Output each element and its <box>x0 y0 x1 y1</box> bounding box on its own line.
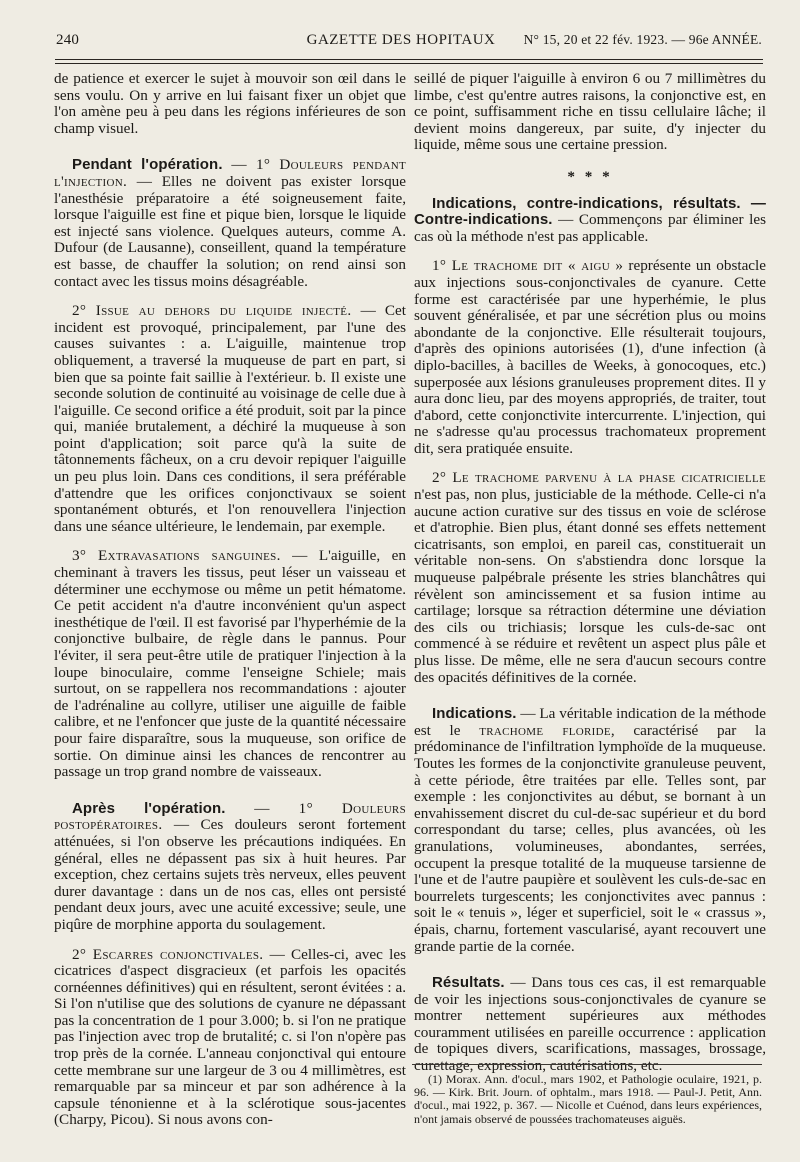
section-heading: Indications. <box>432 705 517 723</box>
left-column <box>54 71 406 1129</box>
paragraph: Pendant l'opération. — 1° Douleurs pendant l'injection. — Elles ne doivent pas exister lorsque l'anesthésie préparatoire a été soigneusement faite, lorsque l'aiguille est fine et pique bien, lorsque le liquide est injecté sans violence. Quelques auteurs, comme A. Dufour (de Lausanne), conseillent, quand la température est basse, de chauffer la solution; on rend ainsi son contact avec les tissus moins désagréable. <box>54 156 407 290</box>
subheading: — 1° Douleurs pendant l'injection. <box>54 156 407 190</box>
section-separator: * * * <box>567 167 613 185</box>
section-heading: Après l'opération. <box>72 799 226 817</box>
paragraph: Après l'opération. — 1° Douleurs postopératoires. — Ces douleurs seront fortement atténuées, si l'on observe les précautions indiquées. En général, elles ne dépassent pas six à huit heures. Par exception, chez certains sujets très nerveux, elles peuvent durer davantage : dans un de nos cas, elles ont persisté pendant deux jours, avec une acuité excessive; seule, une piqûre de morphine apporta du soulagement. <box>54 799 406 933</box>
paragraph: 2° Le trachome parvenu à la phase cicatricielle n'est pas, non plus, justiciable de la méthode. Celle-ci n'a aucune action curative sur des tissus en voie de sclérose et d'atrophie. Bien plus, étant donné ses effets nettement cicatrisants, son emploi, en pareil cas, constituerait un véritable non-sens. On s'abstiendra donc lorsque la muqueuse palpébrale présente les stries blanchâtres qui révèlent son amincissement et sa fusion intime au cartilage; lorsque sa rétraction détermine une déviation des cils ou trichiasis; lorsque les culs-de-sac ont commencé à se réduire et revêtent un aspect plus pâle et plus lisse. De même, elle ne sera d'aucun secours contre des opacités définitives de la cornée. <box>414 469 766 686</box>
subheading: 3° Extravasations sanguines. <box>72 547 281 565</box>
paragraph: Indications, contre-indications, résultats. — Contre-indications. — Commençons par éliminer les cas où la méthode n'est pas applicable. <box>414 194 766 245</box>
paragraph: seillé de piquer l'aiguille à environ 6 ou 7 millimètres du limbe, c'est qu'entre autres raisons, la conjonctive est, en ce point, suffisamment riche en tissu cellulaire lâche; il devient moins dangereux, par suite, d'y injecter du liquide, même sous une certaine pression. <box>414 70 766 154</box>
paragraph: 3° Extravasations sanguines. — L'aiguille, en cheminant à travers les tissus, peut léser un vaisseau et déterminer une ecchymose ou même un petit hématome. Ce petit accident n'a d'autre inconvénient qu'un aspect inesthétique de l'œil. Il est favorisé par l'hyperhémie de la conjonctive bulbaire, de règle dans le pannus. Pour l'éviter, il sera peut-être utile de pratiquer l'injection à la loupe binoculaire, comme l'enseigne Schiele; mais surtout, on se rappellera nos recommandations : ajouter de l'adrénaline au collyre, utiliser une aiguille de faible calibre, et ne l'enfoncer que juste de la quantité nécessaire pour faire disparaître, sous la muqueuse, son orifice de sortie. On diminue ainsi les chances de rencontrer au passage un trop grand nombre de vaisseaux. <box>54 547 406 781</box>
page-header <box>40 32 762 52</box>
paragraph: Résultats. — Dans tous ces cas, il est remarquable de voir les injections sous-conjonctivales de cyanure se montrer nettement supérieures aux méthodes couramment utilisées en pareille occurrence : application de topiques divers, scarifications, massages, brossage, curettage, expression, cautérisations, etc. <box>414 974 766 1075</box>
footnote-rule <box>412 1064 762 1065</box>
paragraph: 2° Escarres conjonctivales. — Celles-ci, avec les cicatrices d'aspect disgracieux (et parfois les opacités cornéennes définitives) qui en résultent, seront évitées : a. Si l'on n'utilise que des solutions de cyanure ne dépassant pas la concentration de 1 pour 3.000; b. si l'on ne pratique pas l'injection avec trop de brutalité; c. si l'on n'opère pas trop près de la cornée. L'anneau conjonctival qui entoure cette membrane sur une largeur de 3 ou 4 millimètres, est remarquable par sa minceur et par son adhérence à la capsule ténonienne et à la sclérotique sous-jacentes (Charpy, Picou). Si nous avons con- <box>54 945 406 1129</box>
header-rule <box>55 59 763 64</box>
subheading: 2° Issue au dehors du liquide injecté. <box>72 302 352 320</box>
footnote <box>414 1073 762 1126</box>
subheading: — 1° Douleurs postopératoires. <box>54 799 406 834</box>
paragraph: 1° Le trachome dit « aigu » représente un obstacle aux injections sous-conjonctivales de cyanure. Cette forme est caractérisée par une hyperhémie, le plus souvent généralisée, et par une sécrétion plus ou moins abondante de la conjonctive. Elle résulterait toujours, d'après des opinions autorisées (1), d'une infection (à diplo-bacilles, à bacilles de Weeks, à gonocoques, etc.) superposée aux lésions granuleuses proprement dites. Il y aura donc lieu, par des moyens appropriés, de traiter, tout d'abord, cette conjonctivite intercurrente. L'injection, qui ne s'adresse qu'au processus trachomateux proprement dit, sera pratiquée ensuite. <box>414 257 767 457</box>
right-column <box>414 71 766 1075</box>
paragraph: Indications. — La véritable indication de la méthode est le trachome floride, caractérisé par la prédominance de l'infiltration lymphoïde de la muqueuse. Toutes les formes de la conjonctivite granuleuse peuvent, à cette période, être traitées par elle. Telles sont, par exemple : les conjonctivites au début, se bornant à un envahissement discret du cul-de-sac supérieur et du bord correspondant du tarse; celles, plus avancées, où les granulations, volumineuses, abondantes, serrées, occupent la presque totalité de la muqueuse tarsienne de l'une et de l'autre paupière et soulèvent les culs-de-sac en bourrelets turgescents; les conjonctivites avec pannus : soit le « tenuis », léger et superficiel, soit le « crassus », épais, charnu, fortement vascularisé, ayant recouvert une grande partie de la cornée. <box>414 705 766 955</box>
journal-title: GAZETTE DES HOPITAUX <box>306 32 496 48</box>
section-heading: Pendant l'opération. <box>72 156 223 174</box>
footnote-text: (1) Morax. Ann. d'ocul., mars 1902, et Pathologie oculaire, 1921, p. 96. — Kirk. Brit. Journ. of ophtalm., mars 1918. — Paul-J. Petit, Ann. d'ocul., mai 1922, p. 367. — Nicolle et Cuénod, dans leurs expériences, n'ont jamais observé de poussées trachomateuses aiguës. <box>414 1072 762 1126</box>
paragraph: 2° Issue au dehors du liquide injecté. — Cet incident est provoqué, principalement, par l'une des causes suivantes : a. L'aiguille, maintenue trop obliquement, a traversé la muqueuse de part en part, si bien que sa pointe fait saillie à l'extérieur. b. Il existe une seconde solution de continuité au voisinage de celle due à l'aiguille. Ce second orifice a été produit, soit par la pince qui, maniée brutalement, a déchiré la muqueuse à son point d'application; soit parce qu'à la suite de tâtonnements fâcheux, on a cru devoir repiquer l'aiguille un peu plus loin. Dans ces conditions, il sera préférable d'attendre que les orifices conjonctivaux se soient spontanément obturés, et l'on renouvellera l'injection dans une séance ultérieure, le lendemain, par exemple. <box>54 302 406 535</box>
issue-info: N° 15, 20 et 22 fév. 1923. — 96e ANNÉE. <box>523 32 762 47</box>
subheading: 2° Le trachome parvenu à la phase cicatricielle <box>432 469 766 487</box>
subheading: 2° Escarres conjonctivales. <box>72 945 264 963</box>
paragraph: de patience et exercer le sujet à mouvoir son œil dans le sens voulu. On y arrive en lui faisant fixer un objet que l'on amène peu à peu dans les régions inférieures de son champ visuel. <box>54 70 406 137</box>
section-heading: Résultats. <box>432 974 505 992</box>
section-heading: — Contre-indications. <box>414 194 766 229</box>
page-number: 240 <box>56 32 80 48</box>
subheading: 1° Le trachome dit « aigu » <box>432 257 624 275</box>
section-heading: Indications, contre-indications, résultats. <box>432 194 741 212</box>
